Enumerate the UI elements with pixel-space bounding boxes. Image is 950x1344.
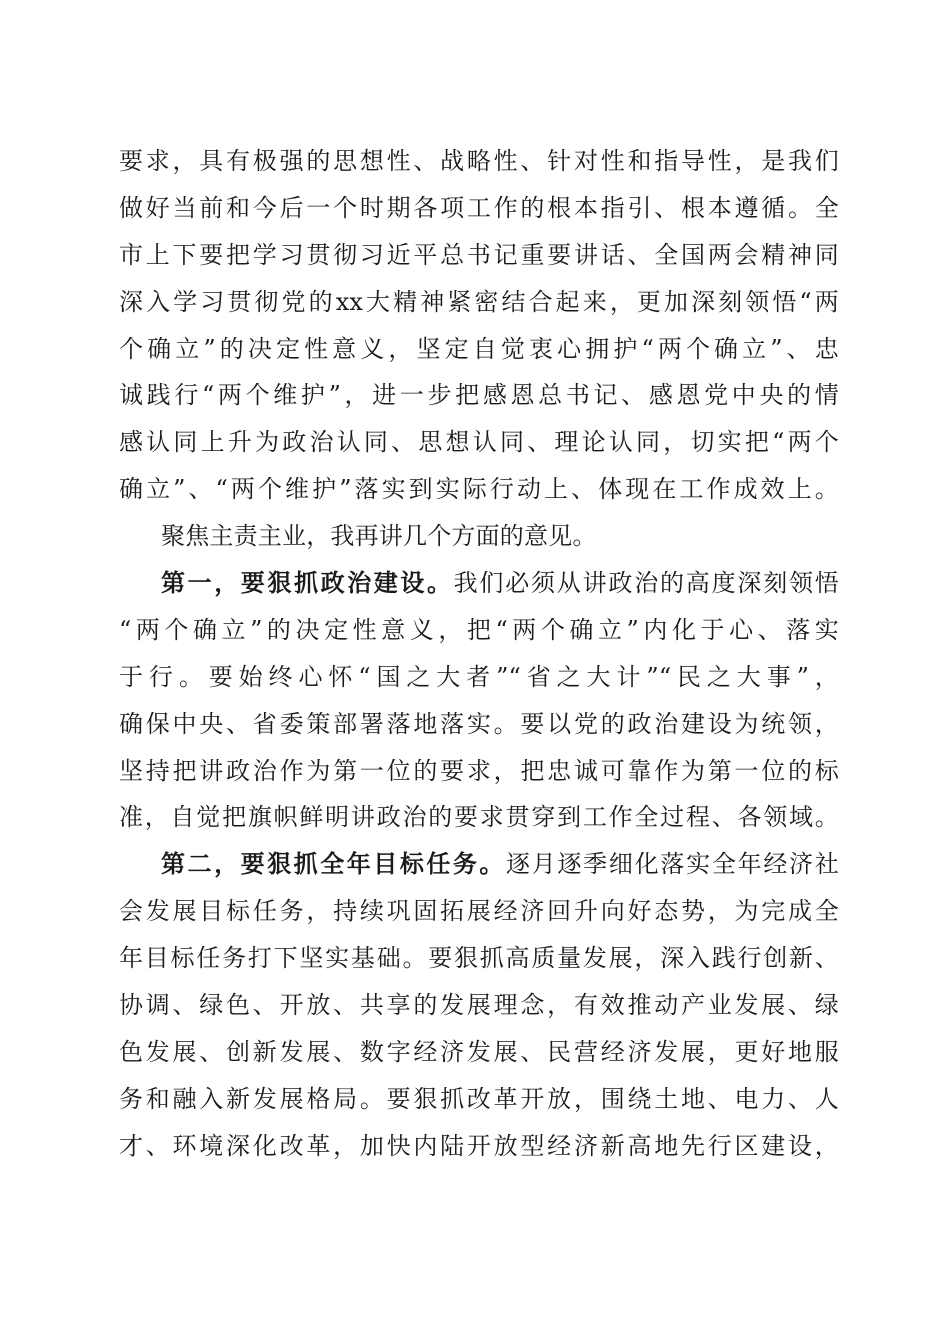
paragraph-1-line-2: 做好当前和今后一个时期各项工作的根本指引、根本遵循。全: [119, 193, 839, 222]
paragraph-3-line-1: [119, 560, 839, 607]
paragraph-4-line-1: [119, 841, 839, 888]
paragraph-3-line-2: “两个确立”的决定性意义，把“两个确立”内化于心、落实: [119, 615, 839, 644]
paragraph-4-line-3: 年目标任务打下坚实基础。要狠抓高质量发展，深入践行创新、: [119, 944, 839, 973]
paragraph-4-line-6: 务和融入新发展格局。要狠抓改革开放，围绕土地、电力、人: [119, 1084, 839, 1113]
paragraph-3-line-6: 准，自觉把旗帜鲜明讲政治的要求贯穿到工作全过程、各领域。: [119, 803, 839, 832]
paragraph-4-line-7: 才、环境深化改革，加快内陆开放型经济新高地先行区建设，: [119, 1131, 839, 1160]
paragraph-3-line-3: 于行。要始终心怀“国之大者”“省之大计”“民之大事”，: [119, 662, 839, 691]
paragraph-3-heading: 第一，要狠抓政治建设。: [161, 569, 454, 598]
paragraph-1-line-3: 市上下要把学习贯彻习近平总书记重要讲话、全国两会精神同: [119, 240, 839, 269]
paragraph-1-line-4: 深入学习贯彻党的xx大精神紧密结合起来，更加深刻领悟“两: [119, 287, 839, 316]
paragraph-1-line-1: 要求，具有极强的思想性、战略性、针对性和指导性，是我们: [119, 147, 839, 175]
paragraph-1-line-6: 诚践行“两个维护”，进一步把感恩总书记、感恩党中央的情: [119, 381, 839, 410]
paragraph-3-line-5: 坚持把讲政治作为第一位的要求，把忠诚可靠作为第一位的标: [119, 756, 839, 785]
paragraph-1-line-8: 确立”、“两个维护”落实到实际行动上、体现在工作成效上。: [119, 475, 839, 504]
paragraph-4-line-2: 会发展目标任务，持续巩固拓展经济回升向好态势，为完成全: [119, 897, 839, 926]
document-body: [119, 138, 839, 1170]
paragraph-1-line-7: 感认同上升为政治认同、思想认同、理论认同，切实把“两个: [119, 428, 839, 457]
paragraph-4-heading: 第二，要狠抓全年目标任务。: [161, 850, 506, 879]
paragraph-3-first-line-rest: 我们必须从讲政治的高度深刻领悟: [453, 569, 840, 598]
paragraph-4-first-line-rest: 逐月逐季细化落实全年经济社: [505, 850, 839, 879]
paragraph-1-line-5: 个确立”的决定性意义，坚定自觉衷心拥护“两个确立”、忠: [119, 334, 839, 363]
paragraph-4-line-4: 协调、绿色、开放、共享的发展理念，有效推动产业发展、绿: [119, 991, 839, 1020]
paragraph-4-line-5: 色发展、创新发展、数字经济发展、民营经济发展，更好地服: [119, 1037, 839, 1066]
paragraph-2-line-1: 聚焦主责主业，我再讲几个方面的意见。: [161, 522, 597, 551]
paragraph-3-line-4: 确保中央、省委策部署落地落实。要以党的政治建设为统领，: [119, 709, 839, 738]
